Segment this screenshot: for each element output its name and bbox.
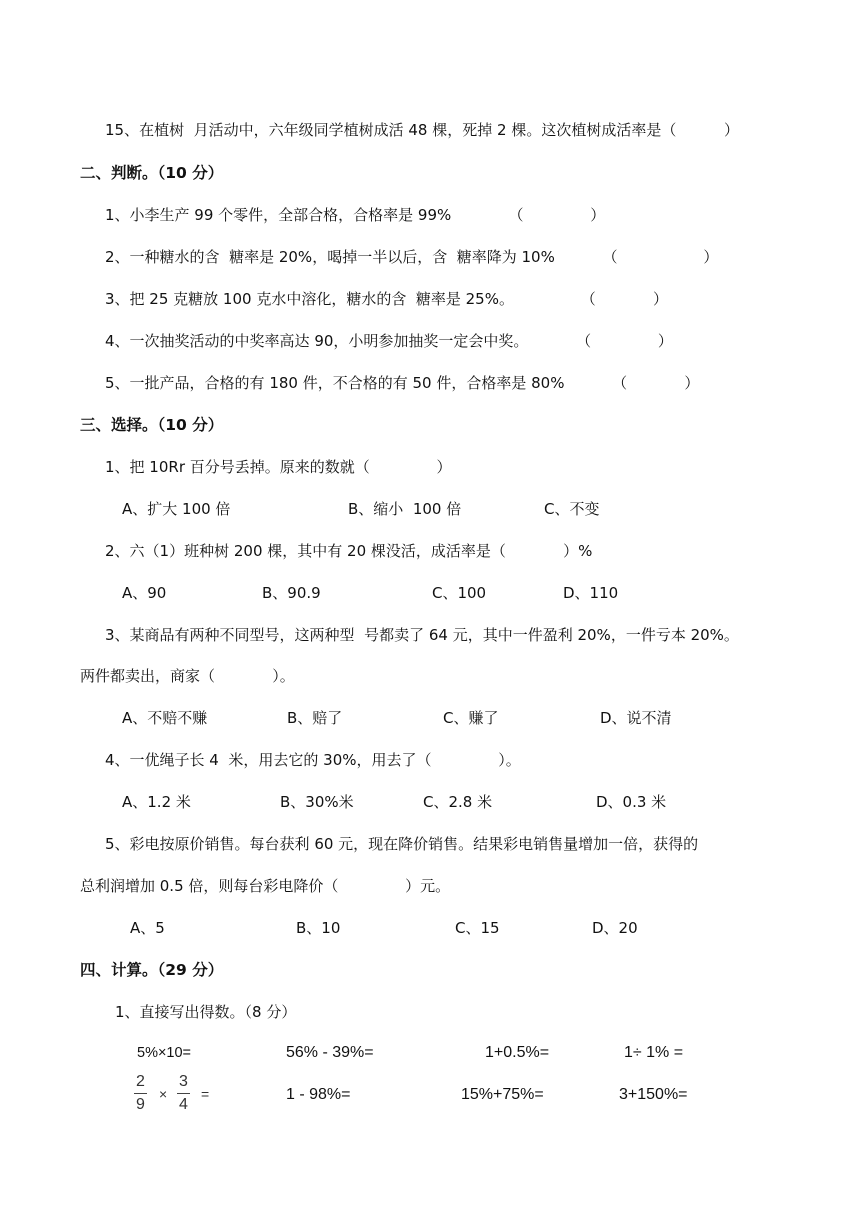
fraction-bar (134, 1093, 147, 1094)
choice-q3-option-a: A、不赔不赚 (122, 709, 208, 727)
choice-q5-option-d: D、20 (592, 919, 638, 937)
calc-expr-6: 1 - 98%= (286, 1086, 351, 1103)
choice-q3-option-d: D、说不清 (600, 709, 672, 727)
section-3-heading: 三、选择。（10 分） (80, 416, 224, 434)
choice-q4-option-d: D、0.3 米 (596, 793, 667, 811)
fraction-3-4 (177, 1073, 190, 1114)
judge-item-3: 3、把 25 克糖放 100 克水中溶化，糖水的含 糖率是 25%。 （ ） (105, 290, 668, 308)
choice-q4-option-a: A、1.2 米 (122, 793, 191, 811)
choice-q1-stem: 1、把 10Rr 百分号丢掉。原来的数就（ ） (105, 458, 452, 476)
judge-item-2: 2、一种糖水的含 糖率是 20%，喝掉一半以后，含 糖率降为 10% （ ） (105, 248, 719, 266)
times-sign: × (159, 1086, 168, 1102)
choice-q5-line-2: 总利润增加 0.5 倍，则每台彩电降价（ ）元。 (80, 877, 451, 895)
calc-expr-1: 5%×10= (137, 1045, 192, 1061)
choice-q5-option-c: C、15 (455, 919, 500, 937)
choice-q3-option-c: C、赚了 (443, 709, 499, 727)
choice-q2-option-a: A、90 (122, 584, 167, 602)
choice-q1-option-c: C、不变 (544, 500, 600, 518)
fraction-denominator: 9 (136, 1096, 145, 1113)
calc-expr-8: 3+150%= (619, 1086, 688, 1103)
calc-expr-3: 1+0.5%= (485, 1044, 550, 1061)
calc-expr-7: 15%+75%= (461, 1086, 544, 1103)
judge-item-1: 1、小李生产 99 个零件，全部合格，合格率是 99% （ ） (105, 206, 606, 224)
fraction-numerator: 2 (136, 1073, 145, 1090)
choice-q2-option-d: D、110 (563, 584, 619, 602)
choice-q2-option-b: B、90.9 (262, 584, 321, 602)
choice-q4-stem: 4、一优绳子长 4 米，用去它的 30%，用去了（ ）。 (105, 751, 521, 769)
choice-q2-option-c: C、100 (432, 584, 487, 602)
choice-q4-option-c: C、2.8 米 (423, 793, 493, 811)
choice-q2-stem: 2、六（1）班种树 200 棵，其中有 20 棵没活，成活率是（ ）% (105, 542, 593, 560)
judge-item-4: 4、一次抽奖活动的中奖率高达 90，小明参加抽奖一定会中奖。 （ ） (105, 332, 673, 350)
judge-item-5: 5、一批产品，合格的有 180 件，不合格的有 50 件，合格率是 80% （ ） (105, 374, 700, 392)
choice-q3-option-b: B、赔了 (287, 709, 343, 727)
calc-sub-1-heading: 1、直接写出得数。（8 分） (115, 1003, 297, 1021)
fraction-bar (177, 1093, 190, 1094)
choice-q3-line-1: 3、某商品有两种不同型号，这两种型 号都卖了 64 元，其中一件盈利 20%，一件亏本 20%。 (105, 626, 739, 644)
section-4-heading: 四、计算。（29 分） (80, 961, 224, 979)
choice-q4-option-b: B、30%米 (280, 793, 354, 811)
section-2-heading: 二、判断。（10 分） (80, 164, 224, 182)
fraction-denominator: 4 (179, 1096, 188, 1113)
choice-q5-option-a: A、5 (130, 919, 165, 937)
question-15: 15、在植树 月活动中，六年级同学植树成活 48 棵，死掉 2 棵。这次植树成活率是（ ） (105, 121, 740, 139)
fraction-2-9 (134, 1073, 147, 1114)
choice-q5-line-1: 5、彩电按原价销售。每台获利 60 元，现在降价销售。结果彩电销售量增加一倍，获得的 (105, 835, 699, 853)
equals-sign: = (201, 1086, 210, 1102)
calc-expr-2: 56% - 39%= (286, 1044, 374, 1061)
choice-q1-option-b: B、缩小 100 倍 (348, 500, 462, 518)
calc-expr-4: 1÷ 1% = (624, 1044, 684, 1061)
choice-q5-option-b: B、10 (296, 919, 341, 937)
fraction-numerator: 3 (179, 1073, 188, 1090)
choice-q1-option-a: A、扩大 100 倍 (122, 500, 231, 518)
choice-q3-line-2: 两件都卖出，商家（ ）。 (80, 667, 295, 685)
